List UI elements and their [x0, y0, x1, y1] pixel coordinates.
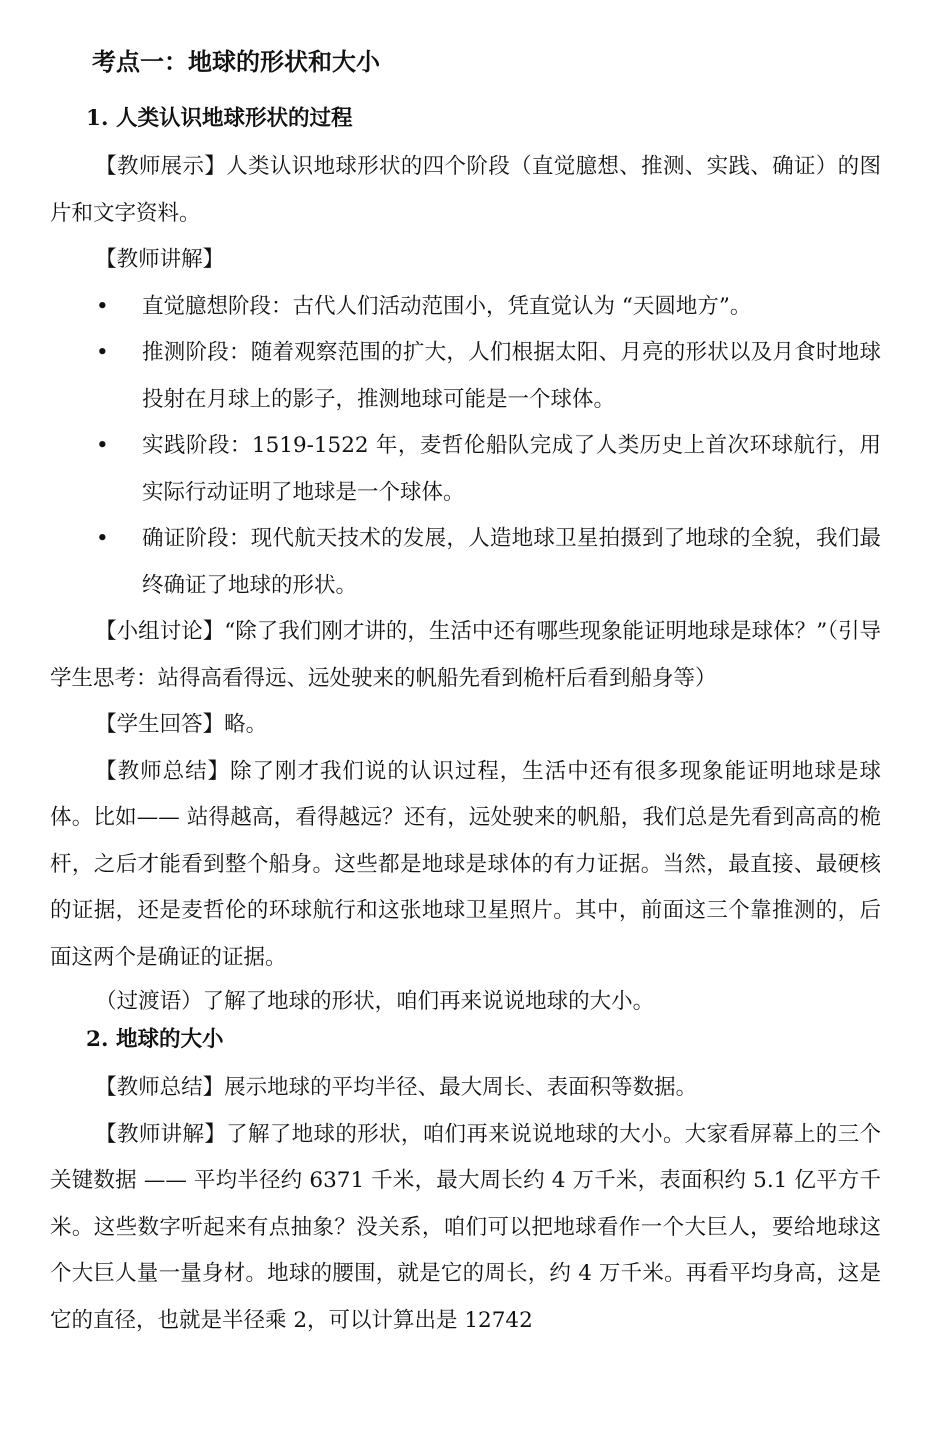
bullet-icon: • [96, 526, 109, 551]
paragraph-teacher-show: 【教师展示】人类认识地球形状的四个阶段（直觉臆想、推测、实践、确证）的图片和文字资料。 [50, 154, 881, 226]
subsection-heading-2 [86, 1023, 881, 1057]
paragraph-group-discussion: 【小组讨论】“除了我们刚才讲的，生活中还有哪些现象能证明地球是球体？”（引导学生思考：站得高看得远、远处驶来的帆船先看到桅杆后看到船身等） [50, 619, 881, 691]
bullet-icon: • [96, 293, 109, 319]
list-item [50, 284, 881, 331]
subsection-number: 1. [86, 106, 109, 131]
list-item [50, 330, 881, 423]
list-item-text: 实践阶段：1519-1522 年，麦哲伦船队完成了人类历史上首次环球航行，用实际行动证明了地球是一个球体。 [142, 433, 881, 505]
bullet-icon: • [96, 340, 109, 365]
paragraph-transition: （过渡语）了解了地球的形状，咱们再来说说地球的大小。 [95, 989, 655, 1014]
list-item [50, 423, 881, 516]
bullet-icon: • [96, 433, 109, 458]
list-item-text: 确证阶段：现代航天技术的发展，人造地球卫星拍摄到了地球的全貌，我们最终确证了地球的形状。 [142, 526, 881, 598]
section-title: 考点一：地球的形状和大小 [92, 47, 380, 76]
list-item-text: 推测阶段：随着观察范围的扩大，人们根据太阳、月亮的形状以及月食时地球投射在月球上的影子，推测地球可能是一个球体。 [142, 340, 881, 412]
subsection-heading-1 [86, 102, 881, 136]
subsection-title: 人类认识地球形状的过程 [115, 106, 353, 131]
paragraph-teacher-explain: 【教师讲解】 [95, 247, 225, 272]
paragraph-student-answer: 【学生回答】略。 [95, 712, 268, 737]
subsection-number: 2. [86, 1027, 109, 1052]
list-item-text: 直觉臆想阶段：古代人们活动范围小，凭直觉认为 “天圆地方”。 [142, 293, 752, 319]
paragraph-teacher-explain-2: 【教师讲解】了解了地球的形状，咱们再来说说地球的大小。大家看屏幕上的三个关键数据 —— 平均半径约 6371 千米，最大周长约 4 万千米，表面积约 5.1 亿平方千米。这些数字听起来有点抽象？没关系，咱们可以把地球看作一个大巨人，要给地球这个大巨人量一量身材。地球的腰围，就是它的周长，约 4 万千米。再看平均身高，这是它的直径，也就是半径乘 2，可以计算出是 12742 [50, 1121, 881, 1333]
paragraph-teacher-summary: 【教师总结】除了刚才我们说的认识过程，生活中还有很多现象能证明地球是球体。比如—— 站得越高，看得越远？还有，远处驶来的帆船，我们总是先看到高高的桅杆，之后才能看到整个船身。这些都是地球是球体的有力证据。当然，最直接、最硬核的证据，还是麦哲伦的环球航行和这张地球卫星照片。其中，前面这三个靠推测的，后面这两个是确证的证据。 [50, 758, 881, 970]
paragraph-teacher-summary-2: 【教师总结】展示地球的平均半径、最大周长、表面积等数据。 [95, 1075, 698, 1100]
subsection-title: 地球的大小 [115, 1027, 224, 1052]
list-item [50, 516, 881, 609]
stage-list [50, 284, 881, 610]
